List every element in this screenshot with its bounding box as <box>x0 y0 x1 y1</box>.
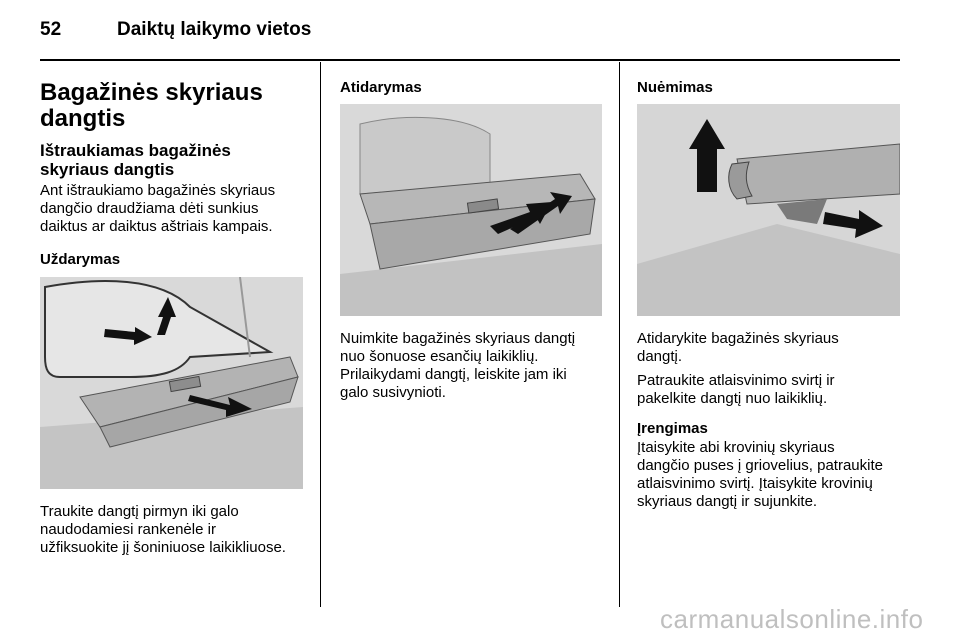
text-line: Įtaisykite abi krovinių skyriaus <box>637 439 835 456</box>
removal-instruction <box>637 372 835 408</box>
illustration-closing <box>40 277 303 489</box>
text-line: skyriaus dangtį ir sujunkite. <box>637 493 818 510</box>
column-divider-1 <box>320 62 321 607</box>
text-line: dangčio puses į griovelius, patraukite <box>637 457 883 474</box>
illustration-opening <box>340 104 602 316</box>
text-line: Ant ištraukiamo bagažinės skyriaus <box>40 182 276 199</box>
removal-caption <box>637 330 839 366</box>
text-line: dangčio draudžiama dėti sunkius <box>40 200 259 217</box>
heading-closing: Uždarymas <box>40 251 121 268</box>
warning-paragraph <box>40 182 275 236</box>
running-header: Daiktų laikymo vietos <box>117 19 312 40</box>
watermark: carmanualsonline.info <box>660 604 924 634</box>
text-line: užfiksuokite jį šoniniuose laikikliuose. <box>40 539 286 556</box>
text-line: pakelkite dangtį nuo laikiklių. <box>637 390 828 407</box>
text-line: atlaisvinimo svirtį. Įtaisykite krovinių <box>637 475 873 492</box>
column-divider-2 <box>619 62 620 607</box>
text-line: dangtį. <box>637 348 683 365</box>
subsection-title-line2: skyriaus dangtis <box>40 160 175 179</box>
text-line: Nuimkite bagažinės skyriaus dangtį <box>340 330 576 347</box>
header-rule <box>40 59 900 61</box>
installation-paragraph <box>637 439 883 511</box>
opening-caption <box>340 330 575 402</box>
text-line: galo susivynioti. <box>340 384 446 401</box>
closing-caption <box>40 503 286 557</box>
heading-opening: Atidarymas <box>340 79 422 96</box>
heading-installation: Įrengimas <box>637 420 708 437</box>
heading-removal: Nuėmimas <box>637 79 713 96</box>
section-title-line2: dangtis <box>40 105 126 132</box>
text-line: Atidarykite bagažinės skyriaus <box>637 330 839 347</box>
text-line: nuo šonuose esančių laikiklių. <box>340 348 539 365</box>
text-line: Prilaikydami dangtį, leiskite jam iki <box>340 366 567 383</box>
page-number: 52 <box>40 19 62 40</box>
text-line: naudodamiesi rankenėle ir <box>40 521 216 538</box>
illustration-removal <box>637 104 900 316</box>
text-line: Patraukite atlaisvinimo svirtį ir <box>637 372 835 389</box>
text-line: Traukite dangtį pirmyn iki galo <box>40 503 239 520</box>
section-title-line1: Bagažinės skyriaus <box>40 79 263 106</box>
subsection-title-line1: Ištraukiamas bagažinės <box>40 141 231 160</box>
text-line: daiktus ar daiktus aštriais kampais. <box>40 218 273 235</box>
